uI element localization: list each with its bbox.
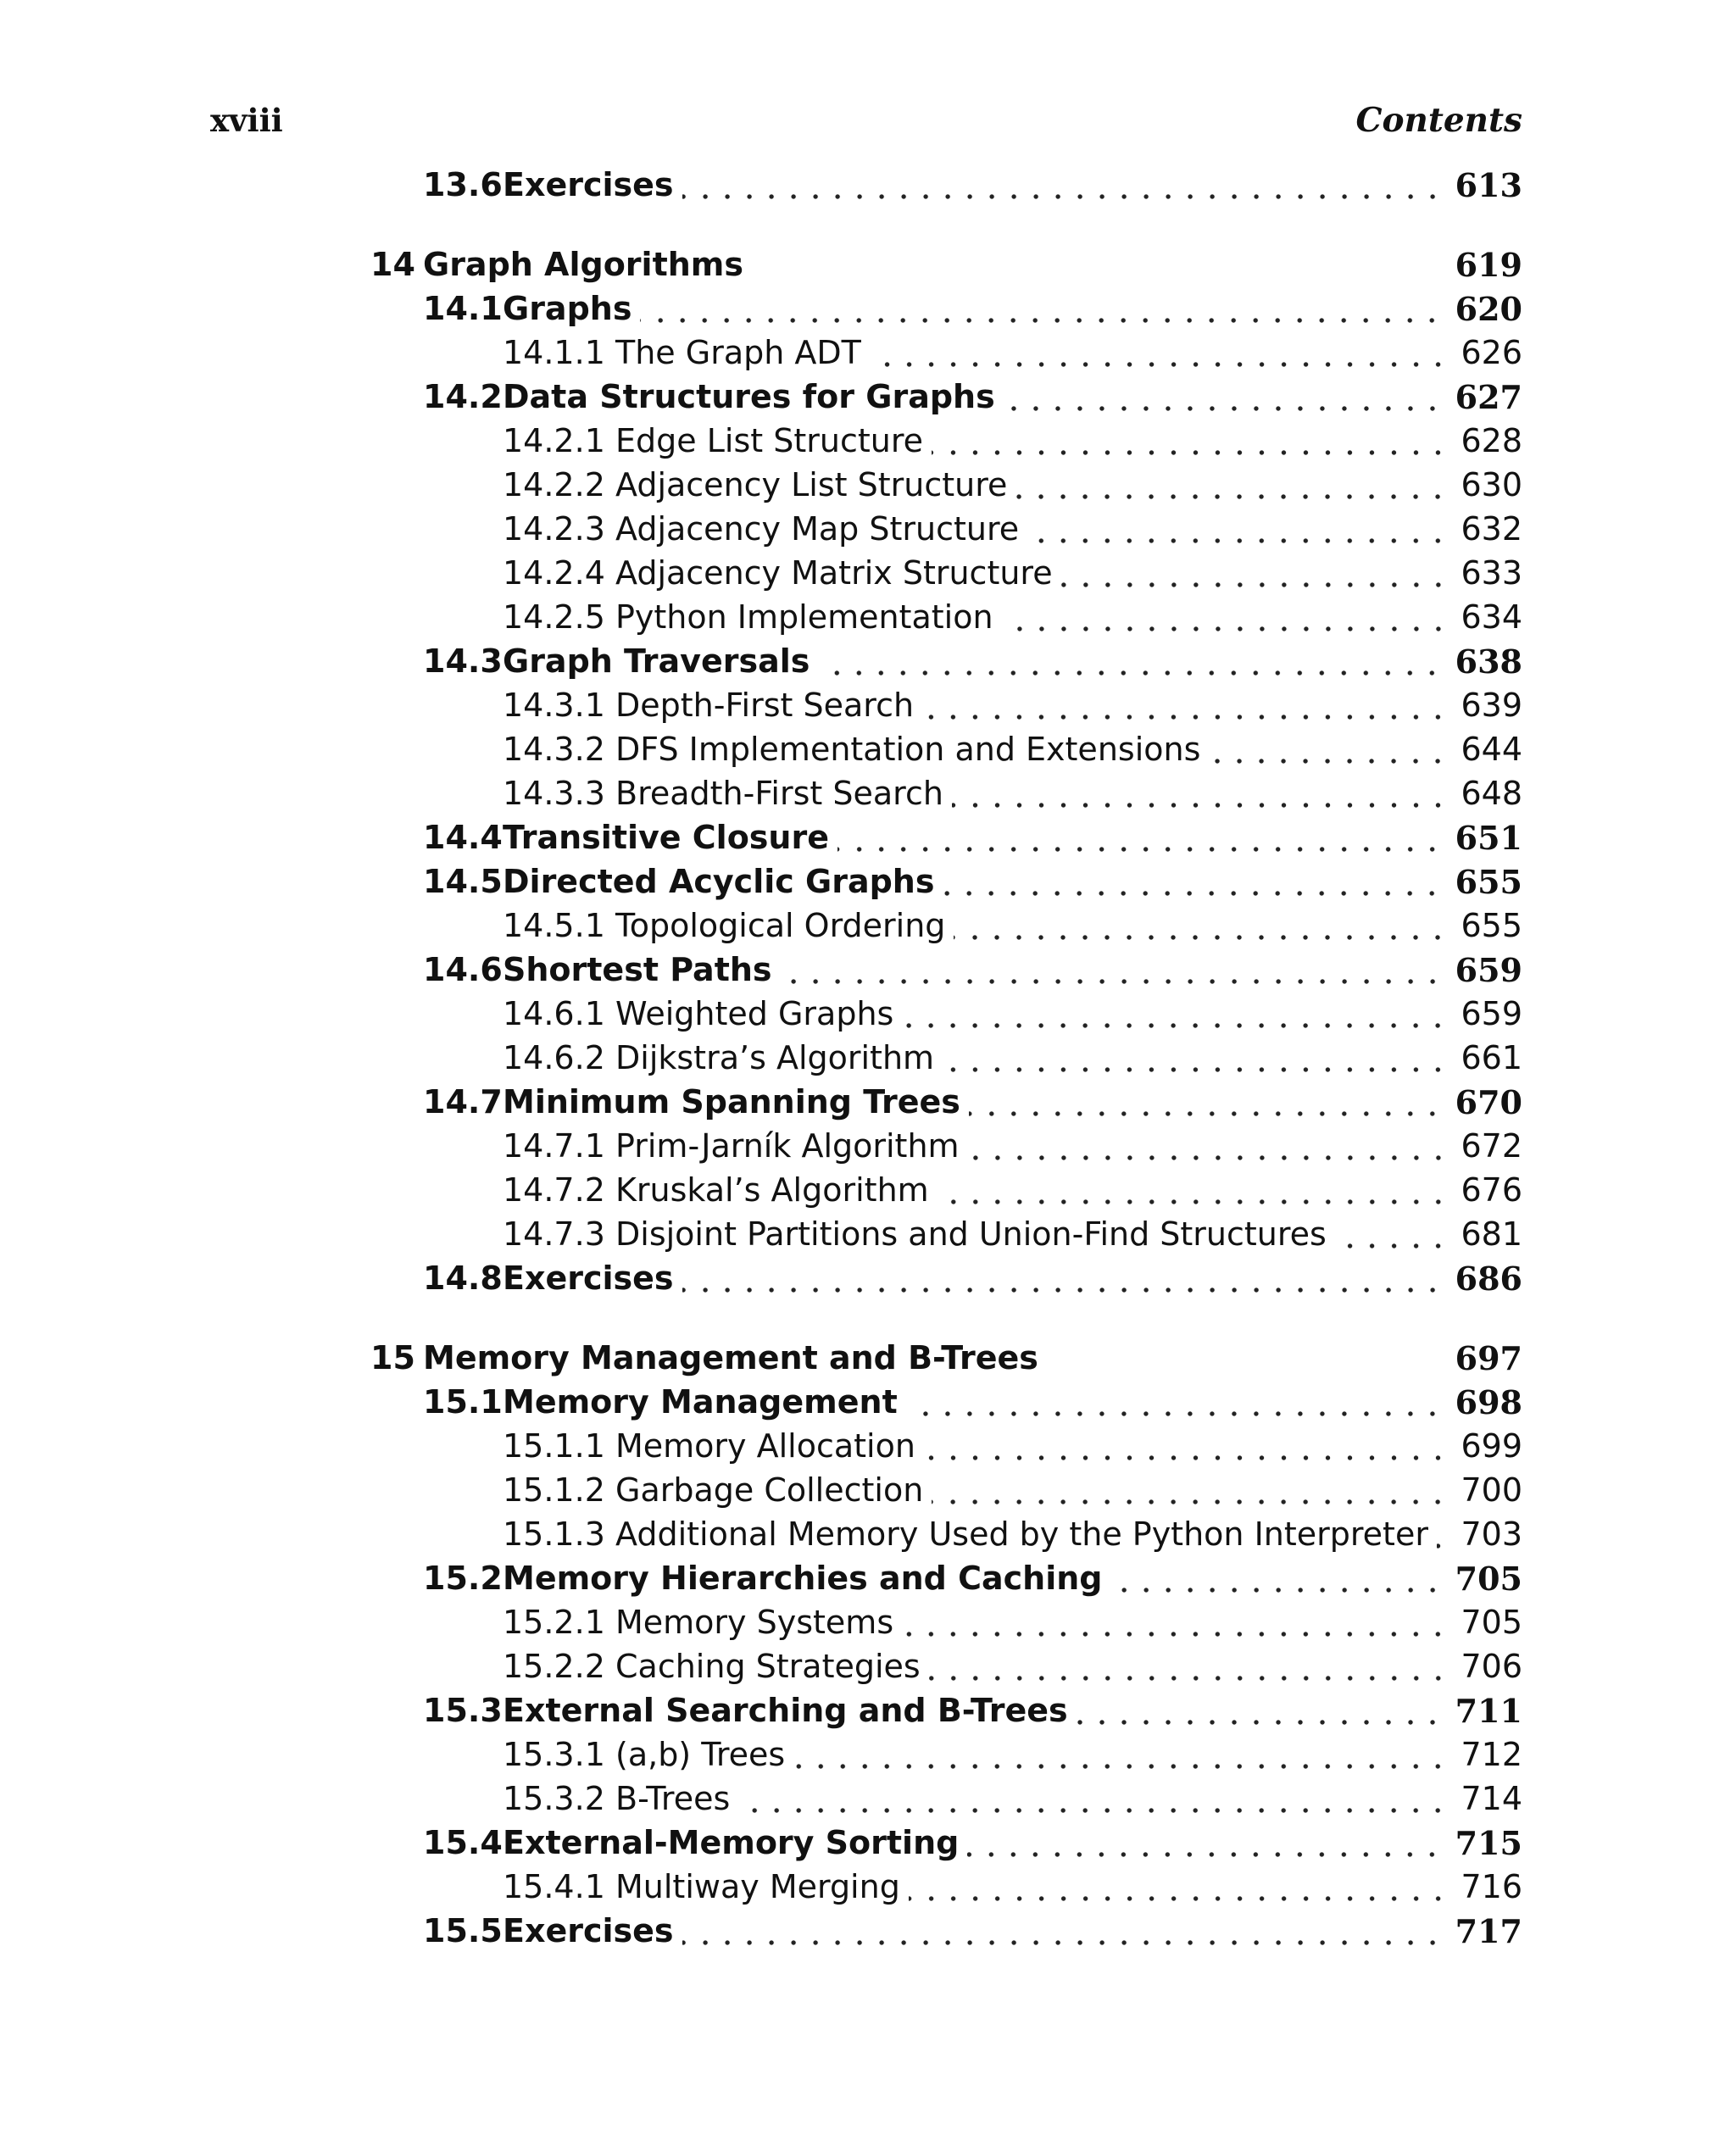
toc-entry-page: 655 <box>1461 907 1522 944</box>
toc-entry-number: 14.7.2 <box>503 1171 605 1209</box>
toc-entry-title: Exercises <box>503 1260 674 1297</box>
dot-leader <box>837 815 1444 859</box>
toc-entry-15-5[interactable] <box>423 1909 1522 1953</box>
dot-leader <box>902 1600 1449 1644</box>
toc-entry-title: Data Structures for Graphs <box>503 378 995 415</box>
dot-leader <box>943 859 1443 904</box>
dot-leader <box>906 1380 1444 1424</box>
dot-leader <box>1077 1688 1444 1732</box>
toc-entry-14-2-3[interactable] <box>503 507 1522 551</box>
toc-entry-14-5[interactable] <box>423 859 1522 904</box>
toc-entry-title: Graph Algorithms <box>423 246 743 283</box>
toc-entry-number: 14.5 <box>423 863 503 900</box>
toc-entry-title: Depth-First Search <box>615 687 915 724</box>
toc-entry-number: 14.1.1 <box>503 334 605 371</box>
toc-entry-number: 14.1 <box>423 290 503 327</box>
toc-entry-number: 14.8 <box>423 1260 503 1297</box>
toc-entry-15[interactable] <box>370 1336 1522 1380</box>
toc-entry-page: 638 <box>1455 642 1522 681</box>
toc-entry-number: 15.1.2 <box>503 1471 605 1509</box>
toc-entry-number: 15.1.3 <box>503 1515 605 1553</box>
running-title: Contents <box>1355 101 1522 140</box>
toc-entry-14-7-3[interactable] <box>503 1212 1522 1256</box>
toc-entry-page: 651 <box>1455 818 1522 857</box>
toc-entry-title: Graph Traversals <box>503 642 810 680</box>
dot-leader <box>943 1036 1449 1080</box>
dot-leader <box>793 1732 1449 1777</box>
toc-entry-title: Additional Memory Used by the Python Interpreter <box>615 1515 1428 1553</box>
toc-entry-title: External Searching and B-Trees <box>503 1692 1068 1729</box>
toc-entry-page: 655 <box>1455 862 1522 901</box>
toc-entry-number: 14.3 <box>423 642 503 680</box>
dot-leader <box>1209 727 1449 771</box>
toc-entry-number: 14.2.2 <box>503 466 605 503</box>
toc-entry-page: 715 <box>1455 1823 1522 1862</box>
toc-entry-number: 14.3.1 <box>503 687 605 724</box>
toc-entry-number: 14.2.5 <box>503 598 605 636</box>
toc-entry-page: 670 <box>1455 1082 1522 1121</box>
dot-leader <box>967 1821 1443 1865</box>
toc-entry-14-6-1[interactable] <box>503 992 1522 1036</box>
dot-leader <box>1004 375 1444 419</box>
toc-entry-number: 15.1 <box>423 1383 503 1421</box>
toc-entry-page: 705 <box>1455 1559 1522 1598</box>
dot-leader <box>682 1909 1444 1953</box>
toc-entry-page: 705 <box>1461 1604 1522 1641</box>
toc-entry-number: 14.2.1 <box>503 422 605 459</box>
dot-leader <box>1335 1212 1449 1256</box>
toc-entry-14-3-3[interactable] <box>503 771 1522 815</box>
toc-entry-15-4-1[interactable] <box>503 1865 1522 1909</box>
toc-entry-title: Exercises <box>503 166 674 203</box>
toc-entry-number: 15 <box>370 1339 415 1376</box>
toc-entry-page: 697 <box>1455 1338 1522 1377</box>
toc-entry-15-3-1[interactable] <box>503 1732 1522 1777</box>
toc-entry-15-4[interactable] <box>423 1821 1522 1865</box>
toc-entry-14-4[interactable] <box>423 815 1522 859</box>
dot-leader <box>969 1080 1444 1124</box>
toc-entry-title: Topological Ordering <box>615 907 946 944</box>
toc-entry-page: 627 <box>1455 377 1522 416</box>
dot-leader <box>1061 551 1449 595</box>
toc-entry-14-2-5[interactable] <box>503 595 1522 639</box>
toc-entry-title: DFS Implementation and Extensions <box>615 731 1201 768</box>
toc-entry-title: Adjacency List Structure <box>615 466 1008 503</box>
toc-entry-title: Weighted Graphs <box>615 995 894 1032</box>
toc-entry-15-2[interactable] <box>423 1556 1522 1600</box>
toc-entry-number: 14 <box>370 246 415 283</box>
toc-entry-title: Adjacency Matrix Structure <box>615 554 1053 592</box>
dot-leader <box>938 1168 1449 1212</box>
toc-entry-number: 14.7.1 <box>503 1127 605 1165</box>
dot-leader <box>909 1865 1449 1909</box>
toc-entry-number: 15.4 <box>423 1824 503 1861</box>
toc-entry-14-2-4[interactable] <box>503 551 1522 595</box>
toc-entry-page: 613 <box>1455 165 1522 204</box>
toc-entry-page: 672 <box>1461 1127 1522 1165</box>
toc-entry-number: 14.5.1 <box>503 907 605 944</box>
dot-leader <box>1437 1512 1449 1556</box>
toc-entry-number: 14.6.2 <box>503 1039 605 1076</box>
dot-leader <box>968 1124 1449 1168</box>
toc-entry-page: 686 <box>1455 1259 1522 1298</box>
toc-entry-number: 15.3.1 <box>503 1736 605 1773</box>
toc-entry-14-7[interactable] <box>423 1080 1522 1124</box>
toc-entry-number: 15.3 <box>423 1692 503 1729</box>
dot-leader <box>738 1777 1449 1821</box>
toc-entry-14-3[interactable] <box>423 639 1522 683</box>
toc-entry-14-7-1[interactable] <box>503 1124 1522 1168</box>
dot-leader <box>952 771 1449 815</box>
toc-entry-14-2-2[interactable] <box>503 463 1522 507</box>
toc-entry-page: 659 <box>1461 995 1522 1032</box>
toc-entry-title: The Graph ADT <box>615 334 861 371</box>
toc-entry-15-1-2[interactable] <box>503 1468 1522 1512</box>
dot-leader <box>932 1468 1449 1512</box>
toc-entry-title: Memory Management <box>503 1383 898 1421</box>
toc-entry-15-1-1[interactable] <box>503 1424 1522 1468</box>
dot-leader <box>818 639 1443 683</box>
toc-entry-title: Prim-Jarník Algorithm <box>615 1127 960 1165</box>
toc-entry-title: Graphs <box>503 290 632 327</box>
toc-entry-page: 703 <box>1461 1515 1522 1553</box>
dot-leader <box>870 331 1449 375</box>
toc-entry-page: 706 <box>1461 1648 1522 1685</box>
toc-entry-14-3-2[interactable] <box>503 727 1522 771</box>
toc-entry-number: 15.2.2 <box>503 1648 605 1685</box>
toc-entry-15-2-1[interactable] <box>503 1600 1522 1644</box>
dot-leader <box>929 1644 1449 1688</box>
toc-entry-page: 633 <box>1461 554 1522 592</box>
dot-leader <box>682 163 1444 207</box>
toc-entry-number: 14.2.4 <box>503 554 605 592</box>
dot-leader <box>924 1424 1449 1468</box>
toc-entry-page: 648 <box>1461 775 1522 812</box>
toc-entry-14-1[interactable] <box>423 286 1522 331</box>
toc-entry-title: Edge List Structure <box>615 422 923 459</box>
toc-entry-number: 15.1.1 <box>503 1427 605 1465</box>
toc-entry-title: Memory Management and B-Trees <box>423 1339 1038 1376</box>
toc-entry-number: 15.5 <box>423 1912 503 1949</box>
toc-entry-13-6[interactable] <box>423 163 1522 207</box>
toc-entry-page: 630 <box>1461 466 1522 503</box>
toc-entry-title: Python Implementation <box>615 598 993 636</box>
toc-entry-number: 15.4.1 <box>503 1868 605 1905</box>
toc-entry-title: Garbage Collection <box>615 1471 924 1509</box>
toc-entry-14-6-2[interactable] <box>503 1036 1522 1080</box>
toc-entry-15-2-2[interactable] <box>503 1644 1522 1688</box>
toc-entry-page: 634 <box>1461 598 1522 636</box>
toc-entry-number: 14.6.1 <box>503 995 605 1032</box>
dot-leader <box>932 419 1449 463</box>
toc-entry-number: 14.3.2 <box>503 731 605 768</box>
toc-entry-14-7-2[interactable] <box>503 1168 1522 1212</box>
toc-entry-page: 628 <box>1461 422 1522 459</box>
toc-entry-14-3-1[interactable] <box>503 683 1522 727</box>
page-number: xviii <box>210 102 283 139</box>
toc-entry-title: B-Trees <box>615 1780 731 1817</box>
toc-entry-title: Adjacency Map Structure <box>615 510 1020 548</box>
toc-entry-page: 717 <box>1455 1911 1522 1950</box>
toc-entry-15-3-2[interactable] <box>503 1777 1522 1821</box>
toc-entry-title: Caching Strategies <box>615 1648 921 1685</box>
toc-entry-title: External-Memory Sorting <box>503 1824 960 1861</box>
dot-leader <box>954 904 1449 948</box>
toc-entry-number: 14.7.3 <box>503 1215 605 1253</box>
toc-entry-title: Memory Systems <box>615 1604 894 1641</box>
toc-entry-14-1-1[interactable] <box>503 331 1522 375</box>
dot-leader <box>1111 1556 1444 1600</box>
dot-leader <box>922 683 1449 727</box>
toc-entry-number: 15.2 <box>423 1560 503 1597</box>
toc-entry-title: Dijkstra’s Algorithm <box>615 1039 935 1076</box>
toc-entry-number: 14.6 <box>423 951 503 988</box>
toc-entry-14-6[interactable] <box>423 948 1522 992</box>
dot-leader <box>781 948 1444 992</box>
toc-entry-page: 626 <box>1461 334 1522 371</box>
toc-entry-14-8[interactable] <box>423 1256 1522 1300</box>
dot-leader <box>682 1256 1444 1300</box>
toc-entry-page: 676 <box>1461 1171 1522 1209</box>
toc-entry-page: 659 <box>1455 950 1522 989</box>
toc-entry-number: 14.2.3 <box>503 510 605 548</box>
toc-entry-title: Multiway Merging <box>615 1868 900 1905</box>
toc-entry-title: Directed Acyclic Graphs <box>503 863 935 900</box>
toc-entry-number: 14.3.3 <box>503 775 605 812</box>
dot-leader <box>1002 595 1449 639</box>
toc-entry-page: 699 <box>1461 1427 1522 1465</box>
toc-entry-15-3[interactable] <box>423 1688 1522 1732</box>
toc-entry-page: 661 <box>1461 1039 1522 1076</box>
toc-entry-title: Transitive Closure <box>503 819 829 856</box>
toc-entry-page: 644 <box>1461 731 1522 768</box>
toc-entry-number: 13.6 <box>423 166 503 203</box>
toc-entry-number: 14.2 <box>423 378 503 415</box>
toc-entry-page: 711 <box>1455 1691 1522 1730</box>
toc-entry-title: Shortest Paths <box>503 951 772 988</box>
dot-leader <box>640 286 1443 331</box>
toc-entry-page: 712 <box>1461 1736 1522 1773</box>
dot-leader <box>1015 463 1449 507</box>
dot-leader <box>902 992 1449 1036</box>
toc-entry-title: Kruskal’s Algorithm <box>615 1171 929 1209</box>
toc-entry-number: 14.4 <box>423 819 503 856</box>
toc-entry-title: Disjoint Partitions and Union-Find Structures <box>615 1215 1327 1253</box>
toc-entry-number: 15.2.1 <box>503 1604 605 1641</box>
page-header <box>210 100 1522 151</box>
toc-entry-15-1[interactable] <box>423 1380 1522 1424</box>
toc-entry-page: 700 <box>1461 1471 1522 1509</box>
toc-entry-15-1-3[interactable] <box>503 1512 1522 1556</box>
toc-entry-page: 620 <box>1455 289 1522 328</box>
toc-entry-title: Breadth-First Search <box>615 775 943 812</box>
toc-entry-title: Memory Hierarchies and Caching <box>503 1560 1103 1597</box>
toc-entry-14-2[interactable] <box>423 375 1522 419</box>
toc-entry-14-5-1[interactable] <box>503 904 1522 948</box>
toc-entry-page: 698 <box>1455 1382 1522 1421</box>
toc-entry-page: 639 <box>1461 687 1522 724</box>
toc-entry-14[interactable] <box>370 242 1522 286</box>
toc-entry-page: 716 <box>1461 1868 1522 1905</box>
toc-entry-number: 15.3.2 <box>503 1780 605 1817</box>
toc-entry-page: 681 <box>1461 1215 1522 1253</box>
toc-entry-number: 14.7 <box>423 1083 503 1121</box>
toc-entry-title: Exercises <box>503 1912 674 1949</box>
toc-entry-page: 632 <box>1461 510 1522 548</box>
toc-entry-page: 714 <box>1461 1780 1522 1817</box>
toc-entry-page: 619 <box>1455 245 1522 284</box>
toc-entry-title: (a,b) Trees <box>615 1736 786 1773</box>
toc-entry-title: Memory Allocation <box>615 1427 915 1465</box>
toc-entry-title: Minimum Spanning Trees <box>503 1083 960 1121</box>
toc-entry-14-2-1[interactable] <box>503 419 1522 463</box>
dot-leader <box>1027 507 1449 551</box>
